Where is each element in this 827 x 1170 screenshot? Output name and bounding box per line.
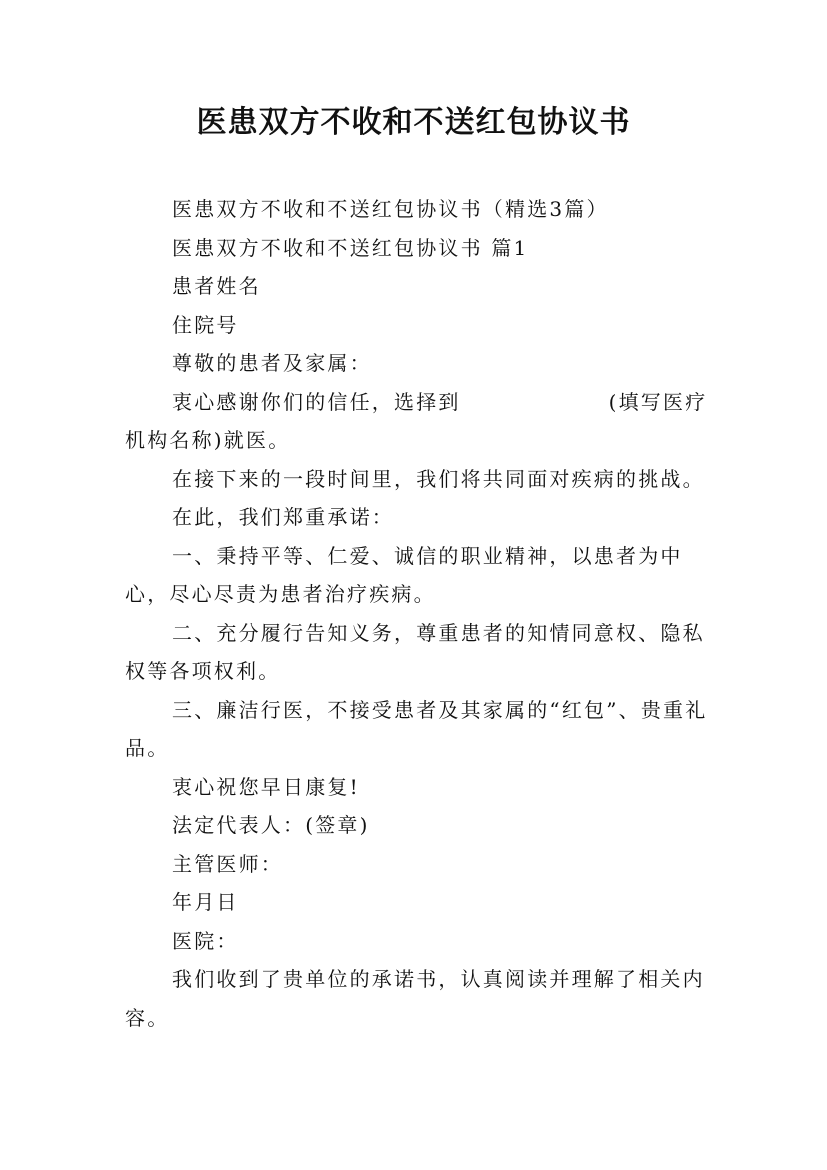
paragraph-date: 年月日	[172, 890, 239, 914]
paragraph-promise-2: 二、充分履行告知义务，尊重患者的知情同意权、隐私权等各项权利。	[125, 620, 705, 683]
paragraph-thanks-part2: (填写医疗机构名称)就医。	[125, 389, 708, 452]
paragraph-promise-1: 一、秉持平等、仁爱、诚信的职业精神，以患者为中心，尽心尽责为患者治疗疾病。	[125, 543, 683, 606]
paragraph-hospital-number: 住院号	[172, 312, 239, 337]
paragraph-section-heading: 医患双方不收和不送红包协议书 篇1	[172, 235, 529, 260]
paragraph-hospital: 医院：	[172, 928, 239, 953]
paragraph-legal-rep: 法定代表人：(签章)	[172, 813, 370, 837]
paragraph-promise-intro: 在此，我们郑重承诺：	[172, 505, 394, 529]
paragraph-acknowledgement: 我们收到了贵单位的承诺书，认真阅读并理解了相关内容。	[125, 967, 705, 1030]
paragraph-subtitle: 医患双方不收和不送红包协议书（精选3篇）	[172, 197, 609, 221]
paragraph-salutation: 尊敬的患者及家属：	[172, 351, 372, 375]
paragraph-promise-3: 三、廉洁行医，不接受患者及其家属的“红包”、贵重礼品。	[125, 697, 708, 760]
paragraph-thanks-part1: 衷心感谢你们的信任，选择到	[172, 389, 461, 414]
paragraph-doctor: 主管医师：	[172, 851, 283, 876]
paragraph-wishes: 衷心祝您早日康复!	[172, 774, 360, 799]
paragraph-thanks	[125, 383, 715, 460]
paragraph-patient-name: 患者姓名	[172, 274, 261, 298]
document-body	[125, 190, 715, 1037]
paragraph-challenge: 在接下来的一段时间里，我们将共同面对疾病的挑战。	[172, 466, 705, 491]
document-title: 医患双方不收和不送红包协议书	[196, 105, 631, 140]
